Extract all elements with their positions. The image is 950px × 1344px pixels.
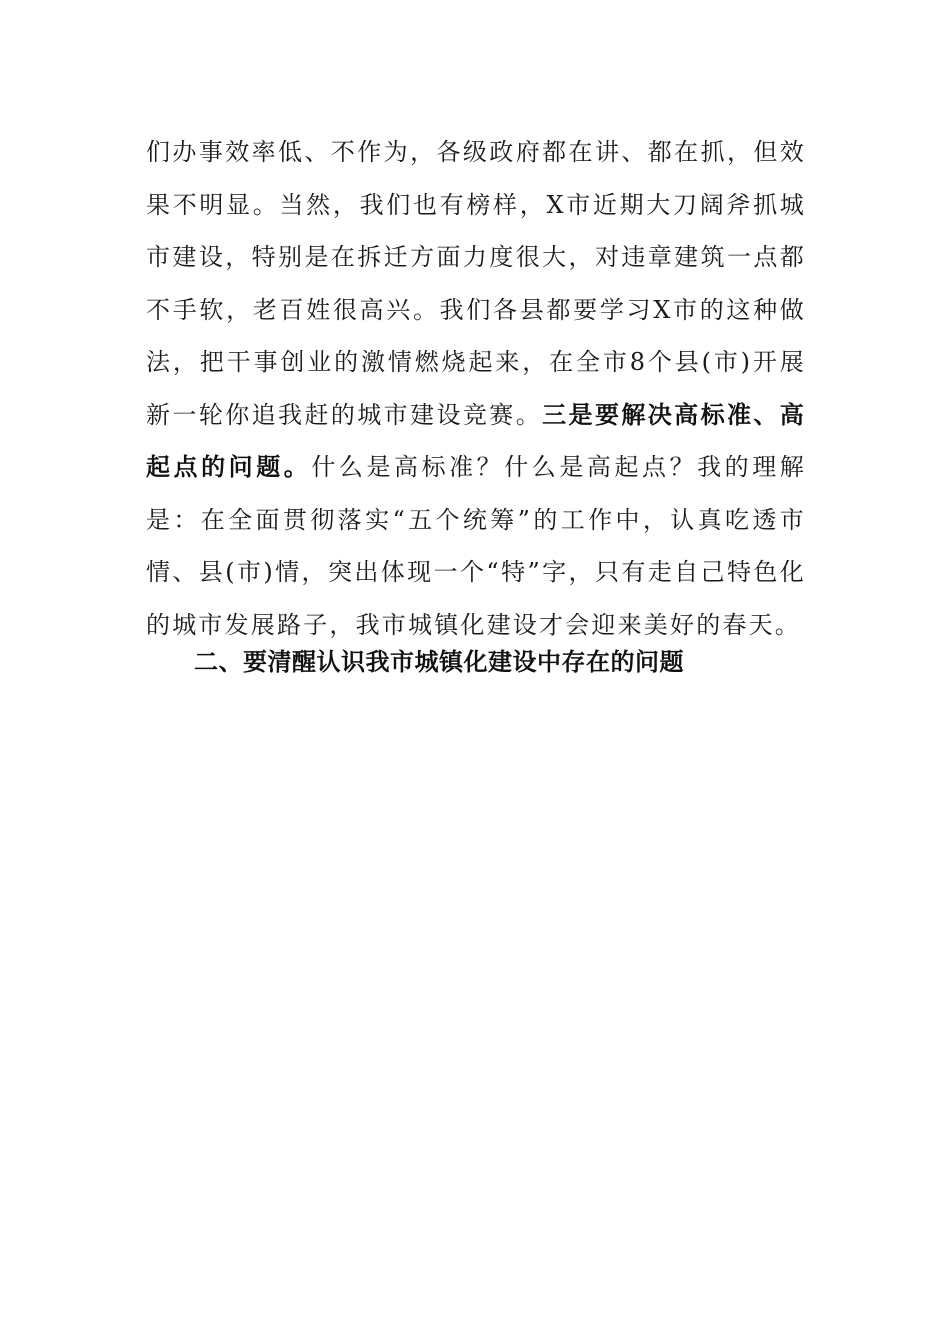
paragraph-text-part2: 什么是高标准？什么是高起点？我的理解是：在全面贯彻落实“五个统筹”的工作中，认真吃透市情、县(市)情，突出体现一个“特”字，只有走自己特色化的城市发展路子，我市城镇化建设才会迎来美好的春天。 [146,453,806,639]
paragraph-text-part1: 们办事效率低、不作为，各级政府都在讲、都在抓，但效果不明显。当然，我们也有榜样，X市近期大刀阔斧抓城市建设，特别是在拆迁方面力度很大，对违章建筑一点都不手软，老百姓很高兴。我们各县都要学习X市的这种做法，把干事创业的激情燃烧起来，在全市8个县(市)开展新一轮你追我赶的城市建设竞赛。 [146,138,806,429]
section-heading: 二、要清醒认识我市城镇化建设中存在的问题 [194,648,684,676]
body-paragraph [146,126,806,651]
paragraph-bold-text: 三是要解决高标准、高起点的问题。 [146,400,806,481]
